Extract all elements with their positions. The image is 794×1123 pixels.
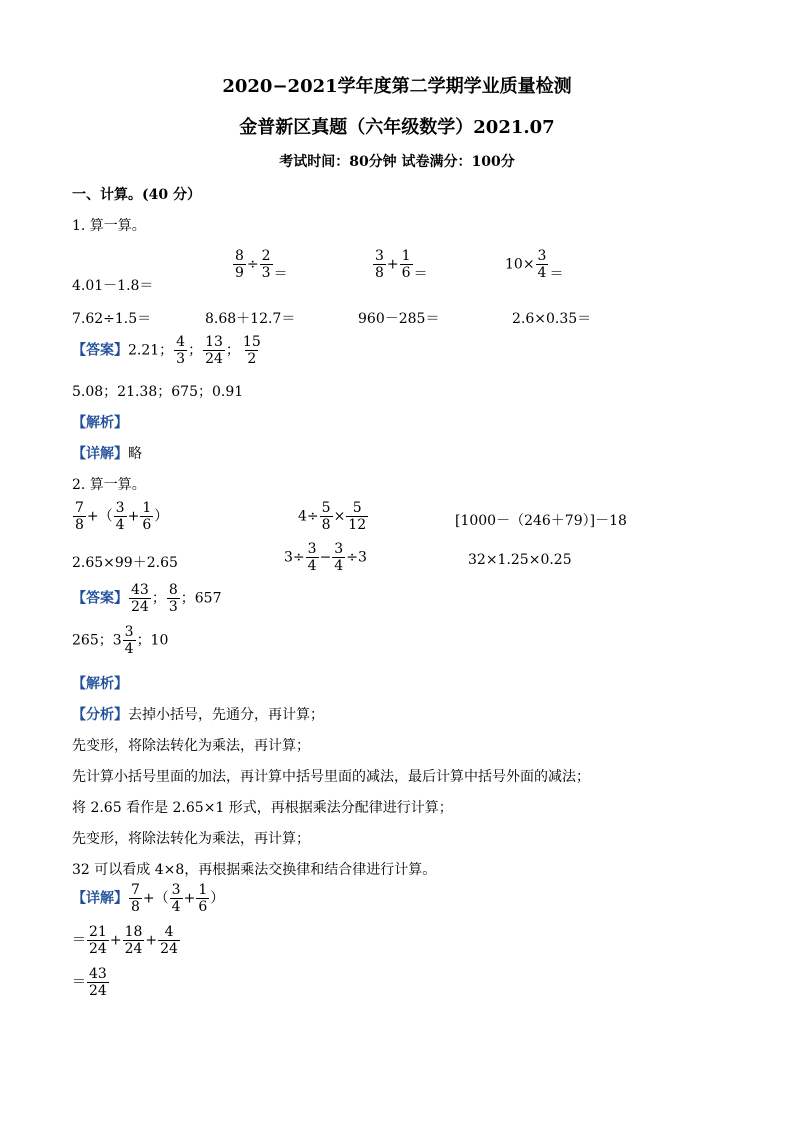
q1-answer: 【答案】2.21； $\frac{4}{3}$ ； $\frac{13}{24}$ ； $\frac{15}{2}$ bbox=[72, 334, 261, 367]
q2-analysis-5: 先变形，将除法转化为乘法，再计算； bbox=[72, 831, 310, 847]
fraction: $\frac{3}{4}$ bbox=[307, 541, 317, 574]
fraction: $\frac{3}{8}$ bbox=[375, 248, 384, 281]
fraction: $\frac{1}{6}$ bbox=[142, 500, 152, 533]
q2-detail-line-3: ＝ $\frac{43}{24}$ bbox=[72, 966, 107, 999]
fraction: $\frac{3}{4}$ bbox=[124, 624, 134, 657]
q1-problem-7: 960－285＝ bbox=[358, 311, 440, 327]
q1-problem-2: $\frac{8}{9}$ ÷ $\frac{2}{3}$ ＝ bbox=[235, 248, 288, 283]
fraction: $\frac{18}{24}$ bbox=[124, 924, 143, 957]
q1-detail: 【详解】略 bbox=[72, 446, 142, 462]
q2-expression-2: 4÷ $\frac{5}{8}$ × $\frac{5}{12}$ bbox=[298, 500, 367, 533]
question-1-label: 1. 算一算。 bbox=[72, 218, 146, 234]
answer-tag: 【答案】 bbox=[72, 342, 128, 359]
q2-analysis-3: 先计算小括号里面的加法，再计算中括号里面的减法，最后计算中括号外面的减法； bbox=[72, 769, 590, 785]
q1-problem-8: 2.6×0.35＝ bbox=[512, 311, 592, 327]
q2-analysis-2: 先变形，将除法转化为乘法，再计算； bbox=[72, 738, 310, 754]
fraction: $\frac{4}{3}$ bbox=[176, 334, 186, 367]
fraction: $\frac{43}{24}$ bbox=[89, 966, 107, 999]
fraction: $\frac{5}{12}$ bbox=[348, 500, 367, 533]
fraction: $\frac{43}{24}$ bbox=[131, 582, 149, 615]
q2-analysis-1: 【分析】去掉小括号，先通分，再计算； bbox=[72, 707, 324, 723]
fraction: $\frac{3}{4}$ bbox=[171, 882, 181, 915]
fraction: $\frac{13}{24}$ bbox=[205, 334, 223, 367]
fraction: $\frac{5}{8}$ bbox=[321, 500, 331, 533]
exam-info: 考试时间：80分钟 试卷满分：100分 bbox=[279, 154, 515, 170]
fraction: $\frac{7}{8}$ bbox=[131, 882, 140, 915]
page-title: 2020−2021学年度第二学期学业质量检测 bbox=[222, 76, 572, 97]
q1-problem-5: 7.62÷1.5＝ bbox=[72, 311, 152, 327]
answer-tag: 【答案】 bbox=[72, 590, 128, 607]
q2-detail-line-1: 【详解】 $\frac{7}{8}$ +（ $\frac{3}{4}$ + $\frac{1}{6}$ ） bbox=[72, 882, 225, 915]
fraction: $\frac{8}{3}$ bbox=[168, 582, 178, 615]
q2-expression-5: 3÷ $\frac{3}{4}$ − $\frac{3}{4}$ ÷3 bbox=[284, 541, 367, 574]
q2-detail-line-2: ＝ $\frac{21}{24}$ + $\frac{18}{24}$ + $\frac{4}{24}$ bbox=[72, 924, 178, 957]
fraction: $\frac{8}{9}$ bbox=[235, 248, 244, 281]
fraction: $\frac{21}{24}$ bbox=[89, 924, 107, 957]
fraction: $\frac{15}{2}$ bbox=[242, 334, 261, 367]
fraction: $\frac{3}{4}$ bbox=[334, 541, 344, 574]
fraction: $\frac{2}{3}$ bbox=[261, 248, 271, 281]
fraction: $\frac{3}{4}$ bbox=[115, 500, 125, 533]
fraction: $\frac{1}{6}$ bbox=[401, 248, 411, 281]
q2-expression-3: [1000－（246＋79）]－18 bbox=[455, 513, 627, 529]
q2-expression-6: 32×1.25×0.25 bbox=[468, 552, 572, 568]
fraction: $\frac{3}{4}$ bbox=[537, 248, 547, 281]
section-heading: 一、计算。(40 分） bbox=[72, 187, 201, 203]
q1-jiexi-tag: 【解析】 bbox=[72, 415, 128, 431]
q2-answer: 【答案】 $\frac{43}{24}$ ； $\frac{8}{3}$ ；657 bbox=[72, 582, 222, 615]
q2-expression-4: 2.65×99＋2.65 bbox=[72, 555, 178, 571]
q2-answer-line-2: 265；3 $\frac{3}{4}$ ；10 bbox=[72, 624, 169, 657]
q2-expression-1: $\frac{7}{8}$ +（ $\frac{3}{4}$ + $\frac{1}{6}$ ） bbox=[75, 500, 169, 533]
q2-analysis-6: 32 可以看成 4×8，再根据乘法交换律和结合律进行计算。 bbox=[72, 862, 437, 878]
q2-analysis-4: 将 2.65 看作是 2.65×1 形式，再根据乘法分配律进行计算； bbox=[72, 800, 453, 816]
page-subtitle: 金普新区真题（六年级数学）2021.07 bbox=[239, 117, 555, 138]
q1-problem-4: 10× $\frac{3}{4}$ ＝ bbox=[505, 248, 564, 283]
fraction: $\frac{7}{8}$ bbox=[75, 500, 84, 533]
fraction: $\frac{1}{6}$ bbox=[198, 882, 208, 915]
q1-problem-3: $\frac{3}{8}$ + $\frac{1}{6}$ ＝ bbox=[375, 248, 428, 283]
fraction: $\frac{4}{24}$ bbox=[160, 924, 178, 957]
q1-problem-1: 4.01－1.8＝ bbox=[72, 278, 154, 294]
q2-jiexi-tag: 【解析】 bbox=[72, 676, 128, 692]
q1-answer-line-2: 5.08；21.38；675；0.91 bbox=[72, 384, 244, 400]
question-2-label: 2. 算一算。 bbox=[72, 477, 146, 493]
q1-problem-6: 8.68＋12.7＝ bbox=[205, 311, 296, 327]
